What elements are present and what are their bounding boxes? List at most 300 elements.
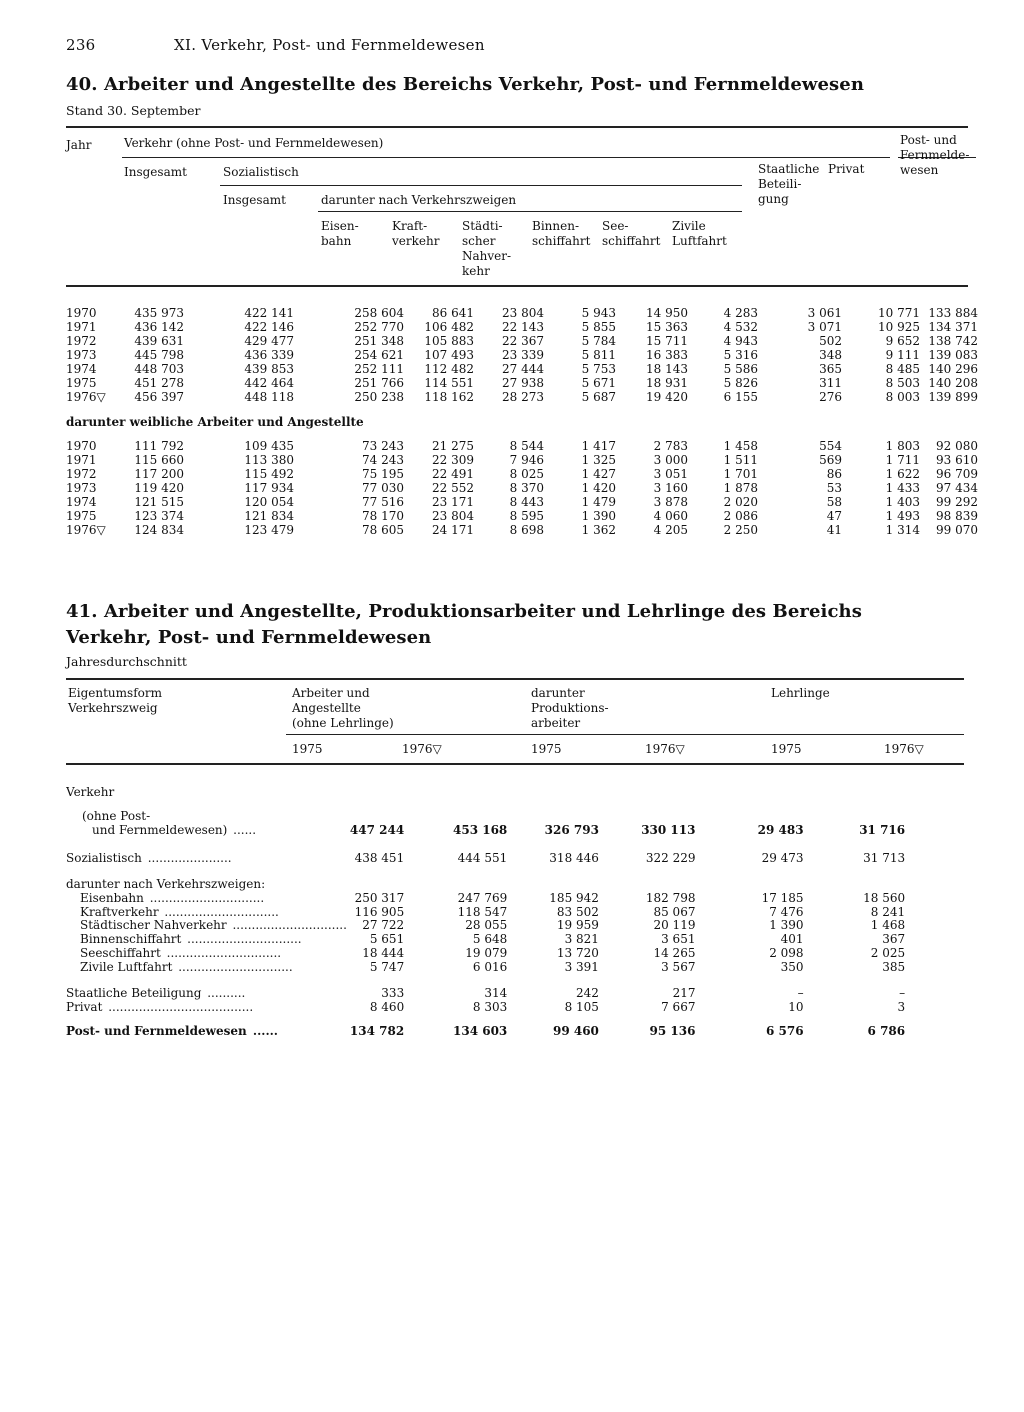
value-cell: 18 444 [362, 946, 405, 961]
value-cell: 2 098 [769, 946, 804, 961]
value-cell: 318 446 [549, 850, 599, 865]
table41-header-arbeiter: Arbeiter und Angestellte (ohne Lehrlinge) [292, 686, 394, 730]
value-cell: 254 621 [354, 348, 404, 362]
value-cell: 9 111 [885, 348, 920, 362]
value-cell: 10 [788, 999, 804, 1014]
row-label-cell [66, 947, 347, 961]
value-cell: 4 943 [723, 334, 758, 348]
value-cell: 106 482 [424, 320, 474, 334]
value-cell: 1 493 [885, 509, 920, 523]
value-cell: 20 119 [653, 918, 696, 933]
table40-soz-rule [220, 185, 742, 186]
year-cell: 1976▽ [66, 523, 106, 537]
value-cell: 251 348 [354, 334, 404, 348]
table40-header-privat: Privat [828, 162, 865, 176]
value-cell: 8 460 [369, 999, 405, 1014]
year-cell: 1970 [66, 439, 97, 453]
value-cell: 333 [381, 986, 405, 1001]
value-cell: 8 370 [509, 481, 544, 495]
value-cell: 439 853 [244, 362, 294, 376]
value-cell: 58 [826, 495, 842, 509]
value-cell: 10 925 [878, 320, 920, 334]
value-cell: 330 113 [641, 822, 696, 837]
table40-header-luft: Zivile Luftfahrt [672, 219, 727, 248]
value-cell: 314 [484, 986, 508, 1001]
value-cell: 118 162 [424, 390, 474, 404]
table41-row-zweig [66, 919, 964, 933]
row-label: und Fernmeldewesen) [92, 823, 228, 837]
year-cell: 1974 [66, 362, 97, 376]
table41-top-rule [66, 678, 964, 680]
value-cell: 139 083 [928, 348, 978, 362]
value-cell: 5 648 [472, 932, 508, 947]
value-cell: 1 314 [885, 523, 920, 537]
table40-header-post: Post- und Fernmelde- wesen [900, 133, 970, 177]
value-cell: 77 516 [362, 495, 404, 509]
leader-dots: .......... [203, 987, 246, 1001]
value-cell: 5 586 [723, 362, 758, 376]
value-cell: 18 560 [863, 890, 906, 905]
row-label: darunter nach Verkehrszweigen: [66, 877, 266, 891]
leader-dots: .............................. [228, 919, 347, 933]
value-cell: 27 938 [502, 376, 544, 390]
table41-header-1975a: 1975 [292, 742, 323, 756]
value-cell: 456 397 [134, 390, 184, 404]
value-cell: 3 391 [564, 960, 599, 975]
table40-row [66, 376, 978, 390]
year-cell: 1971 [66, 320, 97, 334]
value-cell: 422 146 [244, 320, 294, 334]
value-cell: 119 420 [134, 481, 184, 495]
value-cell: 8 485 [885, 362, 920, 376]
value-cell: 276 [819, 390, 842, 404]
value-cell: 74 243 [362, 453, 404, 467]
value-cell: 116 905 [354, 904, 405, 919]
table40-row [66, 334, 978, 348]
row-label: Binnenschiffahrt [80, 933, 182, 947]
table40-row [66, 467, 978, 481]
value-cell: 78 605 [362, 523, 404, 537]
value-cell: 95 136 [649, 1023, 696, 1038]
table41-row-post [66, 1025, 964, 1039]
table40-header-insgesamt: Insgesamt [124, 165, 187, 179]
spacer-cell [905, 961, 964, 975]
value-cell: 8 503 [885, 376, 920, 390]
value-cell: 3 [897, 999, 906, 1014]
table40-header-staatlich: Staatliche Beteili- gung [758, 162, 820, 206]
value-cell: 5 687 [581, 390, 616, 404]
table40-header-sozialistisch: Sozialistisch [223, 165, 299, 179]
value-cell: 23 171 [432, 495, 474, 509]
value-cell: 23 339 [502, 348, 544, 362]
value-cell: 28 273 [502, 390, 544, 404]
value-cell: 4 060 [653, 509, 688, 523]
value-cell: 112 482 [424, 362, 474, 376]
value-cell: 27 444 [502, 362, 544, 376]
value-cell: 121 834 [244, 509, 294, 523]
value-cell: 1 427 [581, 467, 616, 481]
table41-body [66, 784, 964, 1039]
leader-dots: .............................. [160, 905, 279, 919]
value-cell: 140 296 [928, 362, 978, 376]
value-cell: 4 532 [723, 320, 758, 334]
value-cell: 8 303 [472, 999, 508, 1014]
spacer-cell [905, 852, 964, 866]
value-cell: 8 105 [564, 999, 599, 1014]
table40-header-darunter: darunter nach Verkehrszweigen [321, 193, 517, 207]
value-cell: 10 771 [878, 306, 920, 320]
value-cell: 3 051 [653, 467, 688, 481]
row-label: (ohne Post- [82, 810, 151, 823]
value-cell: 85 067 [653, 904, 696, 919]
value-cell: 8 241 [870, 904, 906, 919]
value-cell: 436 142 [134, 320, 184, 334]
value-cell: 19 959 [556, 918, 599, 933]
value-cell: 250 238 [354, 390, 404, 404]
leader-dots: ...................... [143, 851, 232, 865]
table40-subtitle: Stand 30. September [66, 103, 201, 118]
value-cell: 8 443 [509, 495, 544, 509]
leader-dots: .............................. [183, 933, 302, 947]
leader-dots: .............................. [162, 947, 282, 961]
table41-row-darunter [66, 878, 964, 892]
value-cell: 247 769 [457, 890, 508, 905]
table40-row [66, 509, 978, 523]
value-cell: 96 709 [936, 467, 978, 481]
value-cell: 134 371 [928, 320, 978, 334]
row-label: Post- und Fernmeldewesen [66, 1024, 247, 1038]
table40-section-female-label: darunter weibliche Arbeiter und Angestellte [66, 414, 364, 429]
value-cell: 92 080 [936, 439, 978, 453]
page-header [66, 36, 485, 54]
value-cell: 1 403 [885, 495, 920, 509]
table40-header-see: See- schiffahrt [602, 219, 661, 248]
table41-row-ohne-post [66, 824, 964, 838]
value-cell: 15 363 [646, 320, 688, 334]
table40-row [66, 495, 978, 509]
value-cell: 8 003 [885, 390, 920, 404]
year-cell: 1976▽ [66, 390, 106, 404]
value-cell: 6 786 [867, 1023, 906, 1038]
value-cell: 3 878 [653, 495, 688, 509]
value-cell: 6 155 [723, 390, 758, 404]
value-cell: 401 [780, 932, 804, 947]
value-cell: 348 [819, 348, 842, 362]
value-cell: 1 803 [885, 439, 920, 453]
table41-row-sozialistisch [66, 852, 964, 866]
value-cell: 1 362 [581, 523, 616, 537]
value-cell: 5 747 [369, 960, 405, 975]
value-cell: 19 420 [646, 390, 688, 404]
value-cell: 23 804 [502, 306, 544, 320]
value-cell: 1 420 [581, 481, 616, 495]
year-cell: 1971 [66, 453, 97, 467]
value-cell: 8 698 [509, 523, 544, 537]
spacer-cell [905, 933, 964, 947]
table41-row-verkehr [66, 784, 964, 802]
value-cell: 28 055 [465, 918, 508, 933]
value-cell: 185 942 [549, 890, 599, 905]
row-label-cell [66, 919, 347, 933]
value-cell: 448 703 [134, 362, 184, 376]
value-cell: 47 [826, 509, 842, 523]
leader-dots: .............................. [145, 891, 265, 905]
value-cell: 326 793 [544, 822, 599, 837]
value-cell: 1 622 [885, 467, 920, 481]
table40-row [66, 453, 978, 467]
value-cell: 1 325 [581, 453, 616, 467]
spacer-cell [905, 906, 964, 920]
value-cell: 14 950 [646, 306, 688, 320]
value-cell: 438 451 [354, 850, 405, 865]
value-cell: 21 275 [432, 439, 474, 453]
value-cell: 436 339 [244, 348, 294, 362]
value-cell: 134 782 [349, 1023, 405, 1038]
value-cell: 109 435 [244, 439, 294, 453]
row-label-cell [66, 906, 347, 920]
value-cell: 123 479 [244, 523, 294, 537]
value-cell: 1 479 [581, 495, 616, 509]
table41-year-rule [286, 734, 964, 735]
value-cell: 448 118 [244, 390, 294, 404]
value-cell: 3 000 [653, 453, 688, 467]
year-cell: 1973 [66, 481, 97, 495]
value-cell: 5 316 [723, 348, 758, 362]
value-cell: 120 054 [244, 495, 294, 509]
value-cell: 99 070 [936, 523, 978, 537]
value-cell: 22 491 [432, 467, 474, 481]
table40-row [66, 306, 978, 320]
value-cell: 365 [819, 362, 842, 376]
chapter-title: XI. Verkehr, Post- und Fernmeldewesen [174, 36, 485, 54]
value-cell: 99 292 [936, 495, 978, 509]
value-cell: 3 821 [564, 932, 599, 947]
table40-row [66, 439, 978, 453]
value-cell: 217 [672, 986, 696, 1001]
value-cell: 115 492 [244, 467, 294, 481]
table41-row-zweig [66, 947, 964, 961]
table40-header-soz-insgesamt: Insgesamt [223, 193, 286, 207]
table41-subtitle: Jahresdurchschnitt [66, 654, 187, 669]
value-cell: 1 701 [723, 467, 758, 481]
row-label-cell [66, 892, 347, 906]
table41-header-1975b: 1975 [531, 742, 562, 756]
value-cell: 18 931 [646, 376, 688, 390]
table41-header-1976b: 1976▽ [645, 742, 685, 756]
leader-dots: .............................. [174, 961, 293, 975]
value-cell: 18 143 [646, 362, 688, 376]
value-cell: 1 390 [769, 918, 804, 933]
value-cell: 182 798 [645, 890, 696, 905]
table40-body [66, 306, 978, 537]
value-cell: 5 651 [369, 932, 405, 947]
year-cell: 1975 [66, 509, 97, 523]
value-cell: 86 641 [432, 306, 474, 320]
value-cell: 93 610 [936, 453, 978, 467]
value-cell: 1 711 [885, 453, 920, 467]
value-cell: 5 784 [581, 334, 616, 348]
value-cell: 451 278 [134, 376, 184, 390]
value-cell: 83 502 [556, 904, 599, 919]
value-cell: 22 309 [432, 453, 474, 467]
value-cell: 251 766 [354, 376, 404, 390]
value-cell: 250 317 [354, 890, 405, 905]
value-cell: 8 595 [509, 509, 544, 523]
value-cell: 1 433 [885, 481, 920, 495]
value-cell: 133 884 [928, 306, 978, 320]
value-cell: 439 631 [134, 334, 184, 348]
table40-row [66, 481, 978, 495]
table40-header-kraftverkehr: Kraft- verkehr [392, 219, 440, 248]
value-cell: 8 025 [509, 467, 544, 481]
value-cell: 7 476 [769, 904, 804, 919]
value-cell: 502 [819, 334, 842, 348]
leader-dots: ...... [248, 1024, 278, 1038]
table41-row-zweig [66, 961, 964, 975]
value-cell: 31 716 [859, 822, 906, 837]
row-label: Privat [66, 1000, 103, 1014]
value-cell: 442 464 [244, 376, 294, 390]
value-cell: 367 [882, 932, 906, 947]
value-cell: 569 [819, 453, 842, 467]
value-cell: 78 170 [362, 509, 404, 523]
value-cell: – [797, 986, 804, 1001]
value-cell: 252 770 [354, 320, 404, 334]
value-cell: 99 460 [552, 1023, 599, 1038]
value-cell: 97 434 [936, 481, 978, 495]
value-cell: 7 667 [661, 999, 696, 1014]
table41-header-produktion: darunter Produktions- arbeiter [531, 686, 609, 730]
value-cell: 5 811 [581, 348, 616, 362]
value-cell: 435 973 [134, 306, 184, 320]
spacer-cell [905, 892, 964, 906]
value-cell: 5 943 [581, 306, 616, 320]
row-label: Sozialistisch [66, 851, 142, 865]
value-cell: 5 671 [581, 376, 616, 390]
value-cell: 115 660 [134, 453, 184, 467]
table40-top-rule [66, 126, 968, 128]
value-cell: 445 798 [134, 348, 184, 362]
table41-title-line2: Verkehr, Post- und Fernmeldewesen [66, 627, 432, 648]
value-cell: 1 878 [723, 481, 758, 495]
value-cell: 3 160 [653, 481, 688, 495]
value-cell: 15 711 [646, 334, 688, 348]
value-cell: 121 515 [134, 495, 184, 509]
value-cell: 123 374 [134, 509, 184, 523]
row-label: Seeschiffahrt [80, 947, 161, 961]
value-cell: 73 243 [362, 439, 404, 453]
spacer-cell [905, 824, 964, 838]
value-cell: 7 946 [509, 453, 544, 467]
value-cell: 105 883 [424, 334, 474, 348]
value-cell: 554 [819, 439, 842, 453]
value-cell: 3 061 [807, 306, 842, 320]
value-cell: 1 511 [723, 453, 758, 467]
year-cell: 1973 [66, 348, 97, 362]
table40-header-jahr: Jahr [66, 138, 92, 152]
leader-dots: ...................................... [104, 1000, 254, 1014]
value-cell: 2 025 [870, 946, 906, 961]
row-label: Verkehr [66, 785, 115, 800]
value-cell: 5 826 [723, 376, 758, 390]
value-cell: 86 [826, 467, 842, 481]
table41-header-1976c: 1976▽ [884, 742, 924, 756]
table40-row [66, 320, 978, 334]
value-cell: 31 713 [863, 850, 906, 865]
year-cell: 1975 [66, 376, 97, 390]
table40-verkehr-rule [122, 157, 890, 158]
table40-header-staedtisch: Städti- scher Nahver- kehr [462, 219, 512, 278]
value-cell: 53 [826, 481, 842, 495]
value-cell: 311 [819, 376, 842, 390]
row-label: Kraftverkehr [80, 905, 159, 919]
value-cell: 41 [826, 523, 842, 537]
value-cell: 3 651 [661, 932, 696, 947]
value-cell: 2 250 [723, 523, 758, 537]
table41-row-zweig [66, 906, 964, 920]
value-cell: 98 839 [936, 509, 978, 523]
spacer-cell [905, 1001, 964, 1015]
value-cell: 124 834 [134, 523, 184, 537]
value-cell: 22 552 [432, 481, 474, 495]
value-cell: 9 652 [885, 334, 920, 348]
row-label: Städtischer Nahverkehr [80, 919, 227, 933]
spacer-cell [905, 1025, 964, 1039]
value-cell: 5 855 [581, 320, 616, 334]
value-cell: 140 208 [928, 376, 978, 390]
spacer-cell [905, 987, 964, 1001]
leader-dots: ...... [229, 823, 257, 837]
value-cell: 14 265 [653, 946, 696, 961]
table40-row [66, 362, 978, 376]
table40-darunter-rule [318, 211, 742, 212]
value-cell: 23 804 [432, 509, 474, 523]
value-cell: 322 229 [645, 850, 696, 865]
table41-row-staatlich [66, 987, 964, 1001]
value-cell: 242 [576, 986, 599, 1001]
value-cell: 138 742 [928, 334, 978, 348]
table40-header-verkehr: Verkehr (ohne Post- und Fernmeldewesen) [124, 136, 384, 150]
table40-header-eisenbahn: Eisen- bahn [321, 219, 359, 248]
value-cell: 350 [780, 960, 804, 975]
year-cell: 1974 [66, 495, 97, 509]
value-cell: – [899, 986, 906, 1001]
value-cell: 17 185 [761, 890, 804, 905]
value-cell: 107 493 [424, 348, 474, 362]
table40-header-binnen: Binnen- schiffahrt [532, 219, 591, 248]
value-cell: 117 934 [244, 481, 294, 495]
table41-title-line1: 41. Arbeiter und Angestellte, Produktionsarbeiter und Lehrlinge des Bereichs [66, 601, 862, 622]
row-label: Eisenbahn [80, 891, 144, 905]
table41-row-zweig [66, 892, 964, 906]
table41-header-lehrlinge: Lehrlinge [771, 686, 830, 700]
spacer-cell [905, 947, 964, 961]
value-cell: 252 111 [354, 362, 404, 376]
value-cell: 422 141 [244, 306, 294, 320]
value-cell: 447 244 [349, 822, 405, 837]
value-cell: 8 544 [509, 439, 544, 453]
value-cell: 22 367 [502, 334, 544, 348]
value-cell: 29 473 [761, 850, 804, 865]
value-cell: 13 720 [556, 946, 599, 961]
row-label: Staatliche Beteiligung [66, 987, 202, 1001]
value-cell: 111 792 [134, 439, 184, 453]
table40-header-bottom-rule [66, 285, 968, 287]
value-cell: 444 551 [457, 850, 508, 865]
table41-header-eigentum: Eigentumsform Verkehrszweig [68, 686, 162, 715]
value-cell: 117 200 [134, 467, 184, 481]
row-label: Zivile Luftfahrt [80, 961, 173, 975]
